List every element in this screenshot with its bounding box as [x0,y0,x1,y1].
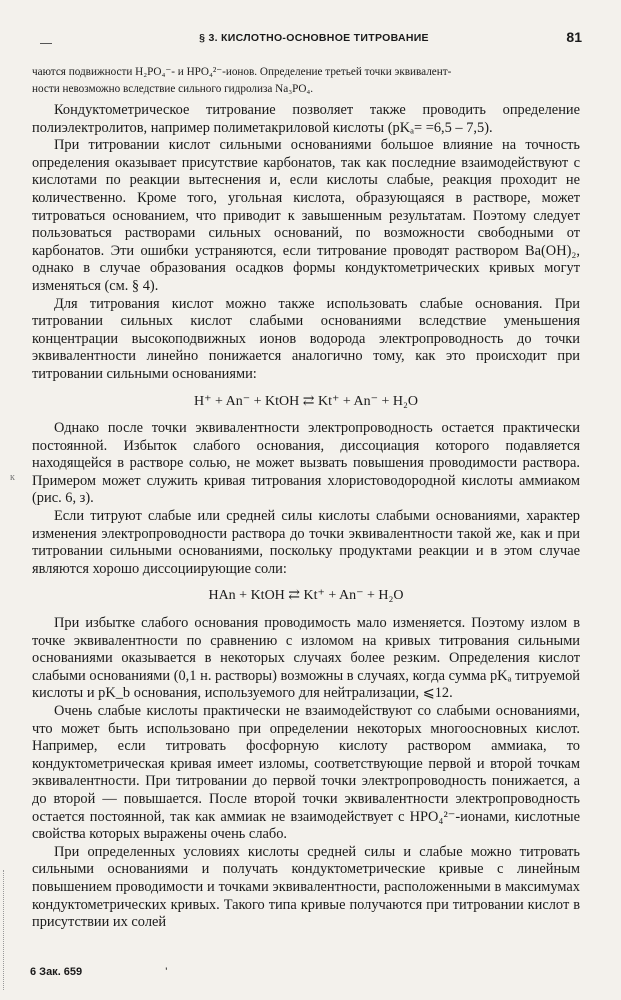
paragraph-3: Для титрования кислот можно также использовать слабые основания. При титровании сильных кислот слабыми основаниями вследствие уменьшения концентрации высокоподвижных ионов водорода электропроводность до точки эквивалентности линейно понижается аналогично тому, как это происходит при титровании сильными основаниями: [32,295,580,382]
main-text [32,102,580,932]
page-number: 81 [566,29,582,45]
equation-1: H⁺ + An⁻ + KtOH ⇄ Kt⁺ + An⁻ + H₂O [194,393,418,409]
printer-signature [30,966,167,978]
paragraph-5: Если титруют слабые или средней силы кислоты слабыми основаниями, характер изменения электропроводности раствора до точки эквивалентности такой же, как и при титровании сильными основаниями, поскольку продуктами реакции и в этом случае являются хорошо диссоциирующие соли: [32,508,580,577]
paragraph-7: Очень слабые кислоты практически не взаимодействуют со слабыми основаниями, что может быть использовано при определении некоторых многоосновных кислот. Например, если титровать фосфорную кислоту раствором аммиака, то кондуктометрическая кривая имеет изломы, соответствующие первой и второй точкам эквивалентности. При титровании до первой точки электропроводность понижается, а до второй — повышается. После второй точки эквивалентности электропроводность остается постоянной, так как аммиак не взаимодействует с HPO₄²⁻-ионами, кислотные свойства которых выражены очень слабо. [32,703,580,843]
signature-text: 6 Зак. 659 [30,966,83,978]
small-print-text [32,64,580,98]
section-title: § 3. КИСЛОТНО-ОСНОВНОЕ ТИТРОВАНИЕ [199,32,429,44]
small-line-2: ности невозможно вследствие сильного гидролиза Na₃PO₄. [32,83,314,95]
equation-2: HAn + KtOH ⇄ Kt⁺ + An⁻ + H₂O [208,588,404,604]
paragraph-8: При определенных условиях кислоты средней силы и слабые можно титровать сильными основаниями и получать кондуктометрические кривые с линейным повышением проводимости и точками эквивалентности, расположенными в максимумах кондуктометрических кривых. Такого типа кривые получаются при титровании кислот в присутствии их солей [32,843,580,931]
paragraph-1: Кондуктометрическое титрование позволяет также проводить определение полиэлектролитов, например полиметакриловой кислоты (pKₐ= =6,5 – 7,5). [32,102,580,136]
scan-edge [3,870,6,990]
footer-tick: ' [165,966,168,978]
small-line-1: чаются подвижности H₂PO₄⁻- и HPO₄²⁻-ионов. Определение третьей точки эквивалент- [32,66,452,78]
paragraph-6: При избытке слабого основания проводимость мало изменяется. Поэтому излом в точке эквивалентности по сравнению с изломом на кривых титрования сильными основаниями оказывается в некоторых случаях более резким. Определения кислот слабыми основаниями (0,1 н. растворы) возможны в случаях, когда сумма pKₐ титруемой кислоты и pK_b основания, используемого для нейтрализации, ⩽12. [32,615,580,702]
running-header [40,29,588,49]
paragraph-4: Однако после точки эквивалентности электропроводность остается практически постоянной. Избыток слабого основания, диссоциация которого подавляется находящейся в растворе солью, не может вызвать повышения проводимости раствора. Примером может служить кривая титрования хлористоводородной кислоты аммиаком (рис. 6, з). [32,420,580,507]
paragraph-2: При титровании кислот сильными основаниями большое влияние на точность определения оказывает присутствие карбонатов, так как последние взаимодействуют с кислотами по реакции вытеснения и, если кислоты слабые, реакция проходит не количественно. Кроме того, угольная кислота, образующаяся в растворе, может титроваться основанием, что приводит к завышенным результатам. Поэтому следует пользоваться растворами сильных оснований, по возможности свободными от карбонатов. Эти ошибки устраняются, если титрование проводят раствором Ba(OH)₂, однако в случае образования осадков формы кондуктометрических кривых могут изменяться (см. § 4). [32,137,580,294]
margin-mark: к [10,472,15,483]
